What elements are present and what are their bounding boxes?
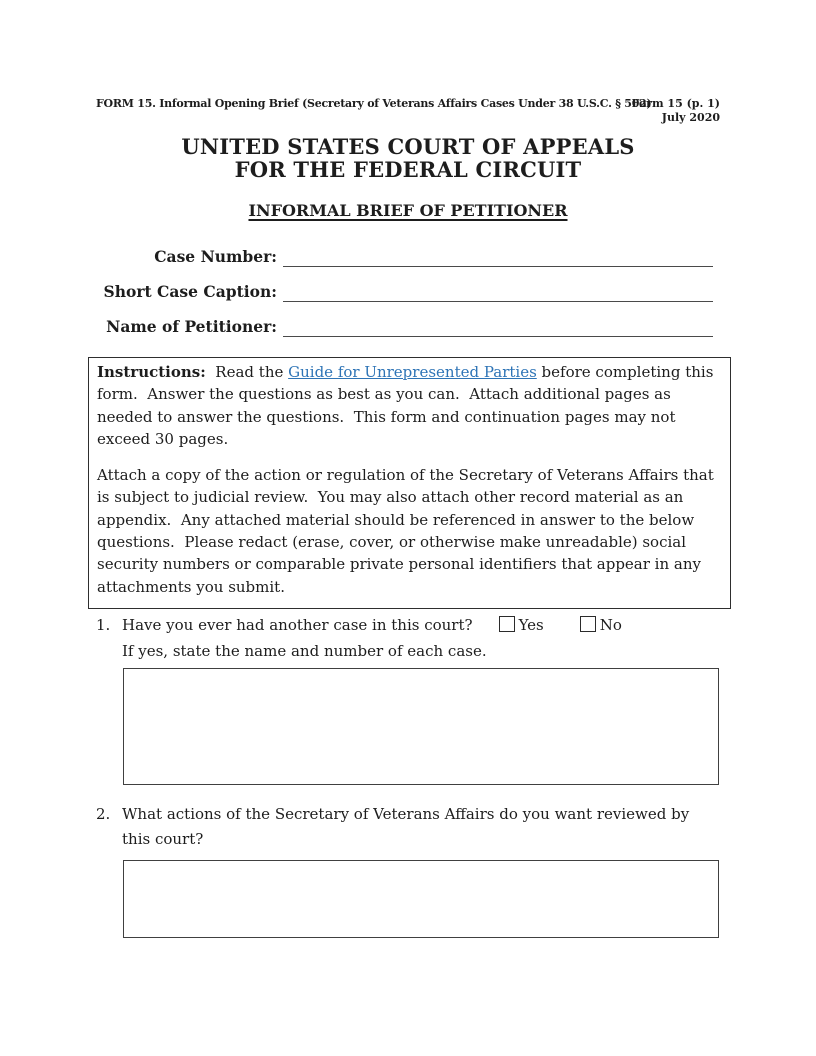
question-2-text: What actions of the Secretary of Veterans Affairs do you want reviewed by this court? — [122, 805, 694, 848]
court-title-line2: FOR THE FEDERAL CIRCUIT — [234, 157, 582, 182]
yes-label: Yes — [518, 616, 544, 634]
case-number-row — [96, 246, 713, 267]
name-of-petitioner-row — [96, 316, 713, 337]
instructions-after-link: before completing this form. Answer the questions as best as you can. Attach additional pages as needed to answer the questions. This form and continuation pages may not exceed 30 pages. — [97, 363, 719, 448]
form-header-title: FORM 15. Informal Opening Brief (Secretary of Veterans Affairs Cases Under 38 U.S.C. § 502) — [96, 97, 652, 110]
instructions-paragraph-1 — [97, 361, 722, 450]
brief-title — [0, 201, 816, 220]
short-case-caption-label: Short Case Caption: — [103, 282, 277, 301]
yes-checkbox[interactable] — [499, 616, 515, 632]
case-number-label: Case Number: — [154, 247, 277, 266]
form-number: Form 15 (p. 1) — [631, 97, 720, 110]
court-title-line1: UNITED STATES COURT OF APPEALS — [181, 134, 635, 159]
no-label: No — [599, 616, 622, 634]
court-title — [0, 135, 816, 181]
question-1-text: Have you ever had another case in this court? — [122, 616, 473, 634]
question-2 — [96, 802, 724, 852]
instructions-label: Instructions: — [97, 363, 206, 381]
question-1 — [96, 612, 724, 664]
question-1-number: 1. — [96, 616, 111, 634]
question-1-answer-box[interactable] — [123, 668, 719, 785]
brief-title-text: INFORMAL BRIEF OF PETITIONER — [248, 201, 568, 220]
name-of-petitioner-label: Name of Petitioner: — [106, 317, 277, 336]
no-checkbox[interactable] — [580, 616, 596, 632]
form-date: July 2020 — [661, 111, 720, 124]
short-case-caption-row — [96, 281, 713, 302]
instructions-before-link: Read the — [205, 363, 289, 381]
guide-link[interactable]: Guide for Unrepresented Parties — [288, 363, 537, 381]
instructions-box — [88, 357, 731, 609]
form-header-meta — [632, 97, 720, 125]
question-1-followup: If yes, state the name and number of each case. — [122, 642, 487, 660]
question-2-number: 2. — [96, 805, 111, 823]
name-of-petitioner-input[interactable] — [283, 316, 713, 337]
instructions-paragraph-2: Attach a copy of the action or regulation of the Secretary of Veterans Affairs that is subject to judicial review. You may also attach other record material as an appendix. Any attached material should be referenced in answer to the below questions. Please redact (erase, cover, or otherwise make unreadable) social security numbers or comparable private personal identifiers that appear in any attachments you submit. — [97, 466, 719, 596]
question-2-answer-box[interactable] — [123, 860, 719, 938]
case-number-input[interactable] — [283, 246, 713, 267]
short-case-caption-input[interactable] — [283, 281, 713, 302]
